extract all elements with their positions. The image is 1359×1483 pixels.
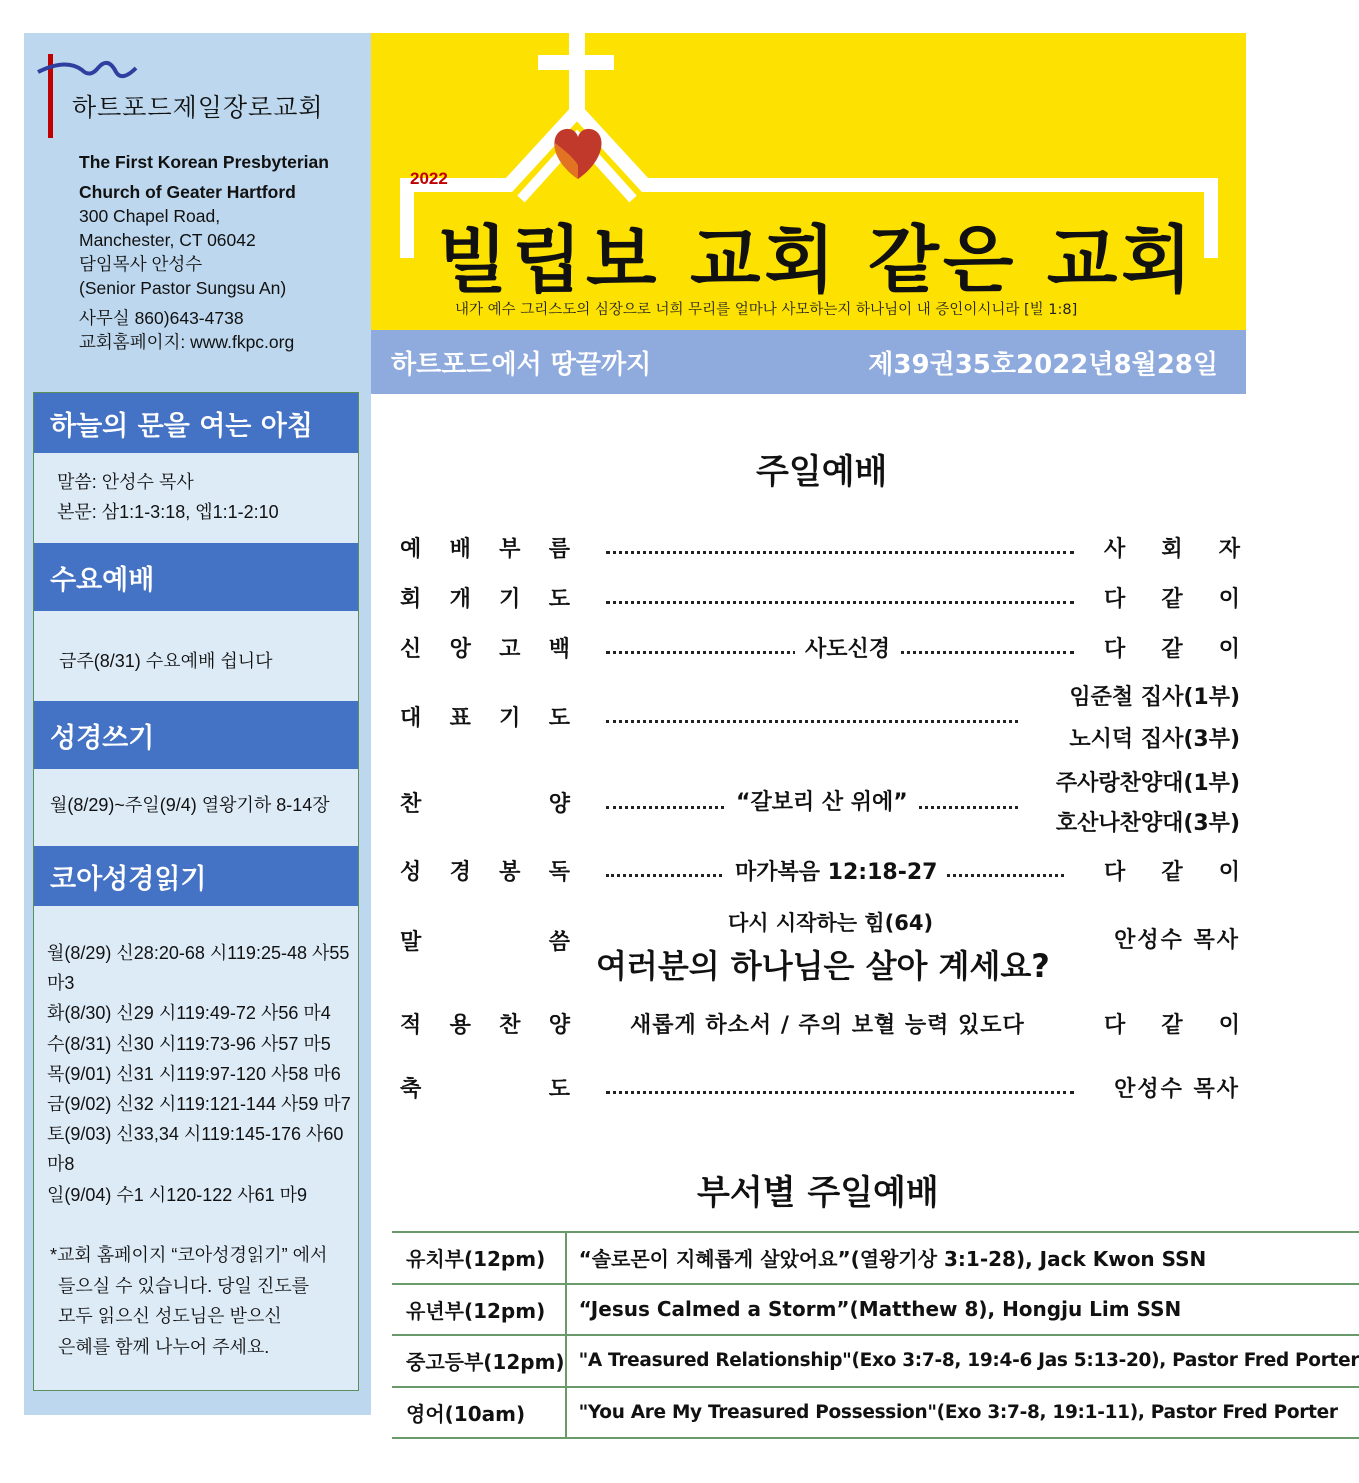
worship-middle: “갈보리 산 위에” — [726, 785, 918, 816]
homepage-link[interactable]: 교회홈페이지: www.fkpc.org — [79, 332, 295, 352]
dotted-leader — [606, 532, 1074, 554]
header-banner — [371, 33, 1246, 330]
worship-item: 예 배 부 름 — [400, 537, 570, 562]
bible-reading-note — [50, 1240, 327, 1362]
worship-item: 회 개 기 도 — [400, 587, 570, 612]
reading-line: 마3 — [47, 973, 75, 994]
reading-line: 마8 — [47, 1154, 75, 1175]
worship-person: 임준철 집사(1부) — [1069, 685, 1240, 710]
pastor-english: (Senior Pastor Sungsu An) — [79, 278, 287, 298]
dept-sermon: "A Treasured Relationship"(Exo 3:7-8, 19:4-6 Jas 5:13-20), Pastor Fred Porter — [566, 1335, 1359, 1387]
worship-row — [400, 582, 1240, 610]
table-row — [392, 1335, 1359, 1387]
bible-reading-heading: 코아성경읽기 — [34, 846, 358, 906]
banner-year-text: 2022 — [410, 169, 448, 188]
sermon-series: 다시 시작하는 힘(64) — [728, 911, 934, 935]
note-line: *교회 홈페이지 “코아성경읽기” 에서 — [50, 1245, 328, 1265]
worship-person: 다 같 이 — [1104, 587, 1240, 612]
worship-row — [400, 532, 1240, 560]
bible-writing-heading: 성경쓰기 — [34, 701, 358, 769]
worship-middle: 새롭게 하소서 / 주의 보혈 능력 있도다 — [630, 1013, 1025, 1038]
dept-name: 중고등부(12pm) — [392, 1335, 566, 1387]
dotted-leader — [606, 1072, 1074, 1094]
worship-item: 적 용 찬 양 — [400, 1013, 570, 1038]
bible-reading-list — [47, 938, 351, 1210]
church-contact-info — [79, 204, 294, 354]
bible-writing-text: 월(8/29)~주일(9/4) 열왕기하 8-14장 — [50, 795, 330, 815]
worship-person: 다 같 이 — [1104, 860, 1240, 885]
worship-title: 주일예배 — [756, 452, 888, 492]
dotted-leader — [606, 582, 1074, 604]
worship-row — [400, 1072, 1240, 1100]
wednesday-heading: 수요예배 — [34, 543, 358, 611]
worship-item: 축 도 — [400, 1077, 570, 1102]
worship-item: 대 표 기 도 — [400, 706, 570, 731]
sermon-title: 여러분의 하나님은 살아 계세요? — [596, 947, 1050, 985]
dept-sermon: “Jesus Calmed a Storm”(Matthew 8), Hongju Lim SSN — [566, 1284, 1359, 1336]
church-name-korean: 하트포드제일장로교회 — [72, 93, 324, 122]
reading-line: 화(8/30) 신29 시119:49-72 사56 마4 — [47, 1003, 331, 1024]
worship-person: 호산나찬양대(3부) — [1055, 811, 1240, 836]
morning-heading: 하늘의 문을 여는 아침 — [34, 393, 358, 453]
worship-row — [400, 1008, 1240, 1036]
worship-person: 다 같 이 — [1104, 637, 1240, 662]
worship-middle: 사도신경 — [795, 632, 900, 663]
address-line1: 300 Chapel Road, — [79, 206, 221, 226]
church-name-english-line1: The First Korean Presbyterian — [79, 152, 329, 172]
note-line: 은혜를 함께 나누어 주세요. — [58, 1336, 270, 1357]
worship-row — [400, 680, 1240, 750]
reading-line: 수(8/31) 신30 시119:73-96 사57 마5 — [47, 1033, 331, 1054]
note-line: 들으실 수 있습니다. 당일 진도를 — [58, 1275, 310, 1296]
reading-line: 금(9/02) 신32 시119:121-144 사59 마7 — [47, 1094, 351, 1115]
dotted-leader — [606, 701, 1018, 723]
reading-line: 토(9/03) 신33,34 시119:145-176 사60 — [47, 1124, 344, 1145]
morning-passage: 본문: 삼1:1-3:18, 엡1:1-2:10 — [57, 502, 279, 522]
issue-date: 제39권35호2022년8월28일 — [868, 350, 1218, 380]
worship-item: 말 씀 — [400, 930, 570, 955]
banner-verse: 내가 예수 그리스도의 심장으로 너희 무리를 얼마나 사모하는지 하나님이 내 증인이시니라 [빌 1:8] — [455, 302, 1078, 318]
banner-subbar — [371, 330, 1246, 394]
worship-item: 신 앙 고 백 — [400, 637, 570, 662]
worship-row — [400, 905, 1240, 985]
dept-name: 유년부(12pm) — [392, 1284, 566, 1336]
worship-item: 찬 양 — [400, 792, 570, 817]
worship-person: 노시덕 집사(3부) — [1069, 727, 1240, 752]
church-slogan: 하트포드에서 땅끝까지 — [391, 350, 652, 380]
wednesday-notice: 금주(8/31) 수요예배 쉽니다 — [59, 651, 273, 671]
worship-row — [400, 855, 1240, 883]
worship-middle: 마가복음 12:18-27 — [725, 855, 947, 886]
worship-person: 사 회 자 — [1104, 537, 1240, 562]
morning-speaker: 말씀: 안성수 목사 — [57, 472, 194, 492]
church-name-english-line2: Church of Geater Hartford — [79, 182, 296, 202]
worship-person: 안성수 목사 — [1114, 1077, 1240, 1102]
table-row — [392, 1232, 1359, 1284]
reading-line: 목(9/01) 신31 시119:97-120 사58 마6 — [47, 1063, 341, 1084]
church-name-english — [79, 147, 329, 207]
dept-name: 유치부(12pm) — [392, 1232, 566, 1284]
worship-person: 주사랑찬양대(1부) — [1055, 771, 1240, 796]
department-worship-title: 부서별 주일예배 — [697, 1173, 939, 1213]
address-line2: Manchester, CT 06042 — [79, 230, 256, 250]
reading-line: 월(8/29) 신28:20-68 시119:25-48 사55 — [47, 943, 350, 963]
dept-sermon: “솔로몬이 지혜롭게 살았어요”(열왕기상 3:1-28), Jack Kwon SSN — [566, 1232, 1359, 1284]
dept-name: 영어(10am) — [392, 1387, 566, 1439]
pastor-korean: 담임목사 안성수 — [79, 254, 203, 274]
reading-line: 일(9/04) 수1 시120-122 사61 마9 — [47, 1184, 308, 1205]
banner-year — [410, 169, 448, 189]
worship-row — [400, 632, 1240, 660]
note-line: 모두 읽으신 성도님은 받으신 — [58, 1306, 282, 1326]
office-phone: 사무실 860)643-4738 — [79, 308, 244, 328]
worship-item: 성 경 봉 독 — [400, 860, 570, 885]
worship-row — [400, 766, 1240, 836]
table-row — [392, 1387, 1359, 1439]
department-table — [392, 1231, 1359, 1439]
worship-person: 안성수 목사 — [1114, 928, 1240, 953]
dept-sermon: "You Are My Treasured Possession"(Exo 3:7-8, 19:1-11), Pastor Fred Porter — [566, 1387, 1359, 1439]
banner-title: 빌립보 교회 같은 교회 — [437, 218, 1196, 303]
worship-person: 다 같 이 — [1104, 1013, 1240, 1038]
table-row — [392, 1284, 1359, 1336]
